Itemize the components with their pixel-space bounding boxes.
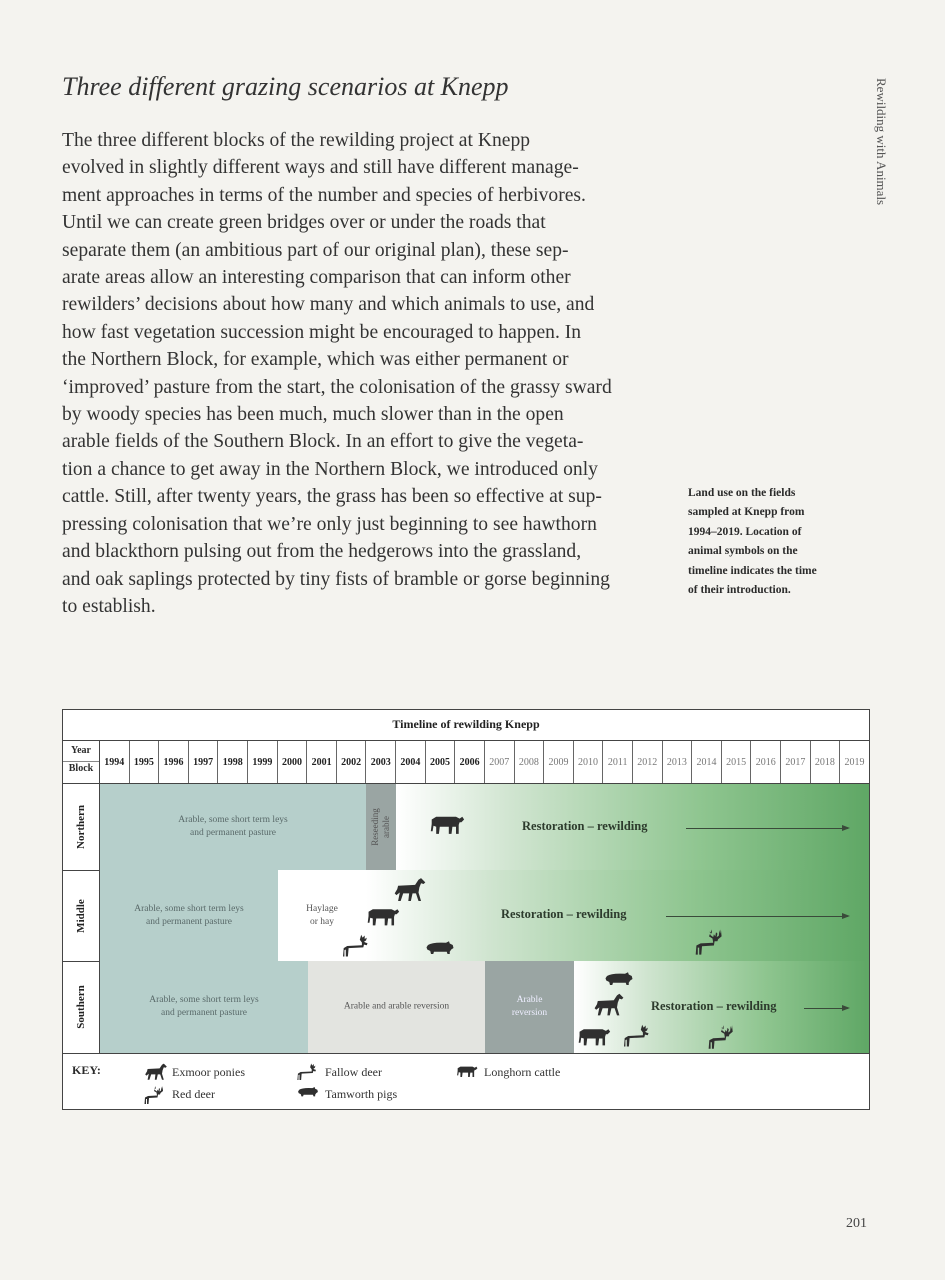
year-cell: 1998 bbox=[218, 741, 248, 783]
longhorn-cattle-icon bbox=[456, 1063, 478, 1079]
longhorn-cattle-icon bbox=[577, 1023, 611, 1049]
year-cell: 2019 bbox=[844, 756, 865, 768]
middle-arrow bbox=[666, 916, 848, 917]
body-line: by woody species has been much, much slower than in the open bbox=[62, 404, 564, 426]
arable-text-line: and permanent pasture bbox=[190, 828, 276, 838]
northern-block-label: Northern bbox=[63, 784, 100, 870]
year-cell: 2014 bbox=[692, 741, 722, 783]
body-line: arable fields of the Southern Block. In an effort to give the vegeta- bbox=[62, 431, 584, 453]
southern-arrow bbox=[804, 1008, 848, 1009]
key-tamworth-pigs: Tamworth pigs bbox=[325, 1087, 397, 1102]
southern-reversion-period bbox=[308, 961, 485, 1053]
haylage-text-line: Haylage bbox=[306, 903, 338, 914]
year-header: Year bbox=[71, 745, 91, 756]
year-cell: 2007 bbox=[485, 741, 515, 783]
exmoor-pony-icon bbox=[144, 1063, 168, 1081]
arable-text-line: Arable, some short term leys bbox=[149, 995, 259, 1005]
middle-restoration-label: Restoration – rewilding bbox=[501, 907, 627, 921]
year-cell: 1997 bbox=[189, 741, 219, 783]
year-cell: 2013 bbox=[663, 741, 693, 783]
northern-arable-period bbox=[100, 784, 366, 870]
arable-reversion-text-line: reversion bbox=[511, 1008, 548, 1018]
northern-arrow bbox=[686, 828, 848, 829]
year-block-header bbox=[63, 741, 100, 783]
haylage-text-line: or hay bbox=[309, 916, 334, 927]
northern-reseeding-period bbox=[366, 784, 396, 870]
northern-block bbox=[63, 784, 869, 870]
caption-line: Land use on the fields bbox=[688, 487, 796, 499]
tamworth-pig-icon bbox=[297, 1085, 319, 1099]
middle-arable-period bbox=[100, 870, 278, 961]
year-cell: 2005 bbox=[426, 741, 456, 783]
caption-line: sampled at Knepp from bbox=[688, 506, 805, 519]
exmoor-pony-icon bbox=[593, 993, 625, 1017]
northern-restoration-label: Restoration – rewilding bbox=[522, 819, 648, 833]
rewilding-timeline bbox=[62, 709, 870, 1110]
header-divider bbox=[63, 761, 99, 762]
body-line: cattle. Still, after twenty years, the grass has been so effective at sup- bbox=[62, 486, 602, 508]
fallow-deer-icon bbox=[624, 1023, 652, 1049]
year-cell: 2010 bbox=[574, 741, 604, 783]
year-cell: 2001 bbox=[307, 741, 337, 783]
middle-block-label: Middle bbox=[63, 870, 100, 961]
body-line: and blackthorn pulsing out from the hedgerows into the grassland, bbox=[62, 541, 582, 563]
year-cell: 2008 bbox=[515, 741, 545, 783]
body-line: and oak saplings protected by tiny fists of bramble or gorse beginning bbox=[62, 568, 610, 590]
year-cell: 2017 bbox=[781, 741, 811, 783]
figure-caption bbox=[688, 484, 868, 600]
body-line: pressing colonisation that we’re only just beginning to see hawthorn bbox=[62, 513, 597, 535]
key-exmoor-ponies: Exmoor ponies bbox=[172, 1065, 245, 1080]
tamworth-pig-icon bbox=[604, 971, 634, 987]
key-longhorn-cattle: Longhorn cattle bbox=[484, 1065, 560, 1080]
year-cell: 2006 bbox=[455, 741, 485, 783]
southern-restoration-label: Restoration – rewilding bbox=[651, 999, 777, 1013]
caption-line: animal symbols on the bbox=[688, 545, 798, 558]
year-cell: 1996 bbox=[159, 741, 189, 783]
arable-text-line: Arable, some short term leys bbox=[178, 815, 288, 825]
year-cell: 2009 bbox=[544, 741, 574, 783]
fallow-deer-icon bbox=[343, 932, 371, 960]
tamworth-pig-icon bbox=[425, 940, 455, 956]
body-line: ‘improved’ pasture from the start, the colonisation of the grassy sward bbox=[62, 376, 612, 398]
page-number: 201 bbox=[846, 1216, 867, 1231]
caption-line: 1994–2019. Location of bbox=[688, 525, 802, 538]
arable-text-line: and permanent pasture bbox=[161, 1008, 247, 1018]
year-cell: 1995 bbox=[130, 741, 160, 783]
southern-block bbox=[63, 961, 869, 1053]
reseeding-text-line: Reseeding bbox=[370, 808, 380, 846]
reversion-text: Arable and arable reversion bbox=[343, 1001, 450, 1012]
key-title: KEY: bbox=[72, 1063, 101, 1077]
middle-block bbox=[63, 870, 869, 961]
year-cell: 2011 bbox=[603, 741, 633, 783]
body-line: rewilders’ decisions about how many and which animals to use, and bbox=[62, 294, 595, 316]
longhorn-cattle-icon bbox=[366, 904, 400, 928]
arable-text-line: and permanent pasture bbox=[146, 916, 232, 927]
fallow-deer-icon bbox=[297, 1063, 319, 1081]
timeline-header bbox=[63, 740, 869, 784]
body-line: ment approaches in terms of the number and species of herbivores. bbox=[62, 184, 586, 206]
timeline-key bbox=[63, 1053, 869, 1110]
year-cell: 1999 bbox=[248, 741, 278, 783]
year-row bbox=[100, 741, 869, 783]
year-cell: 2012 bbox=[633, 741, 663, 783]
block-header: Block bbox=[68, 763, 94, 774]
red-deer-icon bbox=[144, 1085, 164, 1105]
body-line: the Northern Block, for example, which was either permanent or bbox=[62, 349, 569, 371]
red-deer-icon bbox=[708, 1023, 734, 1051]
year-cell: 2003 bbox=[366, 741, 396, 783]
body-paragraph bbox=[62, 127, 664, 620]
exmoor-pony-icon bbox=[393, 877, 427, 903]
southern-arable-period bbox=[100, 961, 308, 1053]
year-cell: 2002 bbox=[337, 741, 367, 783]
body-line: The three different blocks of the rewilding project at Knepp bbox=[62, 130, 531, 151]
section-heading: Three different grazing scenarios at Knepp bbox=[62, 72, 509, 101]
year-cell: 2004 bbox=[396, 741, 426, 783]
timeline-title: Timeline of rewilding Knepp bbox=[392, 717, 540, 731]
arable-reversion-text-line: Arable bbox=[516, 995, 543, 1005]
year-cell: 2015 bbox=[722, 741, 752, 783]
body-line: tion a chance to get away in the Northern Block, we introduced only bbox=[62, 458, 598, 480]
year-cell: 2018 bbox=[811, 741, 841, 783]
body-line: how fast vegetation succession might be encouraged to happen. In bbox=[62, 321, 582, 343]
southern-arable-reversion-period bbox=[485, 961, 574, 1053]
reseeding-text-line: arable bbox=[381, 816, 391, 838]
longhorn-cattle-icon bbox=[429, 812, 465, 836]
year-cell: 2016 bbox=[751, 741, 781, 783]
key-red-deer: Red deer bbox=[172, 1087, 215, 1102]
body-line: arate areas allow an interesting comparison that can inform other bbox=[62, 267, 571, 289]
caption-line: timeline indicates the time bbox=[688, 564, 817, 577]
year-cell: 1994 bbox=[100, 741, 130, 783]
running-head: Rewilding with Animals bbox=[874, 78, 889, 206]
red-deer-icon bbox=[695, 927, 723, 957]
body-line: to establish. bbox=[62, 595, 156, 617]
caption-line: of their introduction. bbox=[688, 584, 791, 597]
key-fallow-deer: Fallow deer bbox=[325, 1065, 382, 1080]
arable-text-line: Arable, some short term leys bbox=[134, 903, 244, 914]
body-line: evolved in slightly different ways and still have different manage- bbox=[62, 157, 579, 179]
body-line: Until we can create green bridges over or under the roads that bbox=[62, 212, 546, 234]
year-cell: 2000 bbox=[278, 741, 308, 783]
body-line: separate them (an ambitious part of our original plan), these sep- bbox=[62, 239, 569, 261]
southern-block-label: Southern bbox=[63, 961, 100, 1053]
